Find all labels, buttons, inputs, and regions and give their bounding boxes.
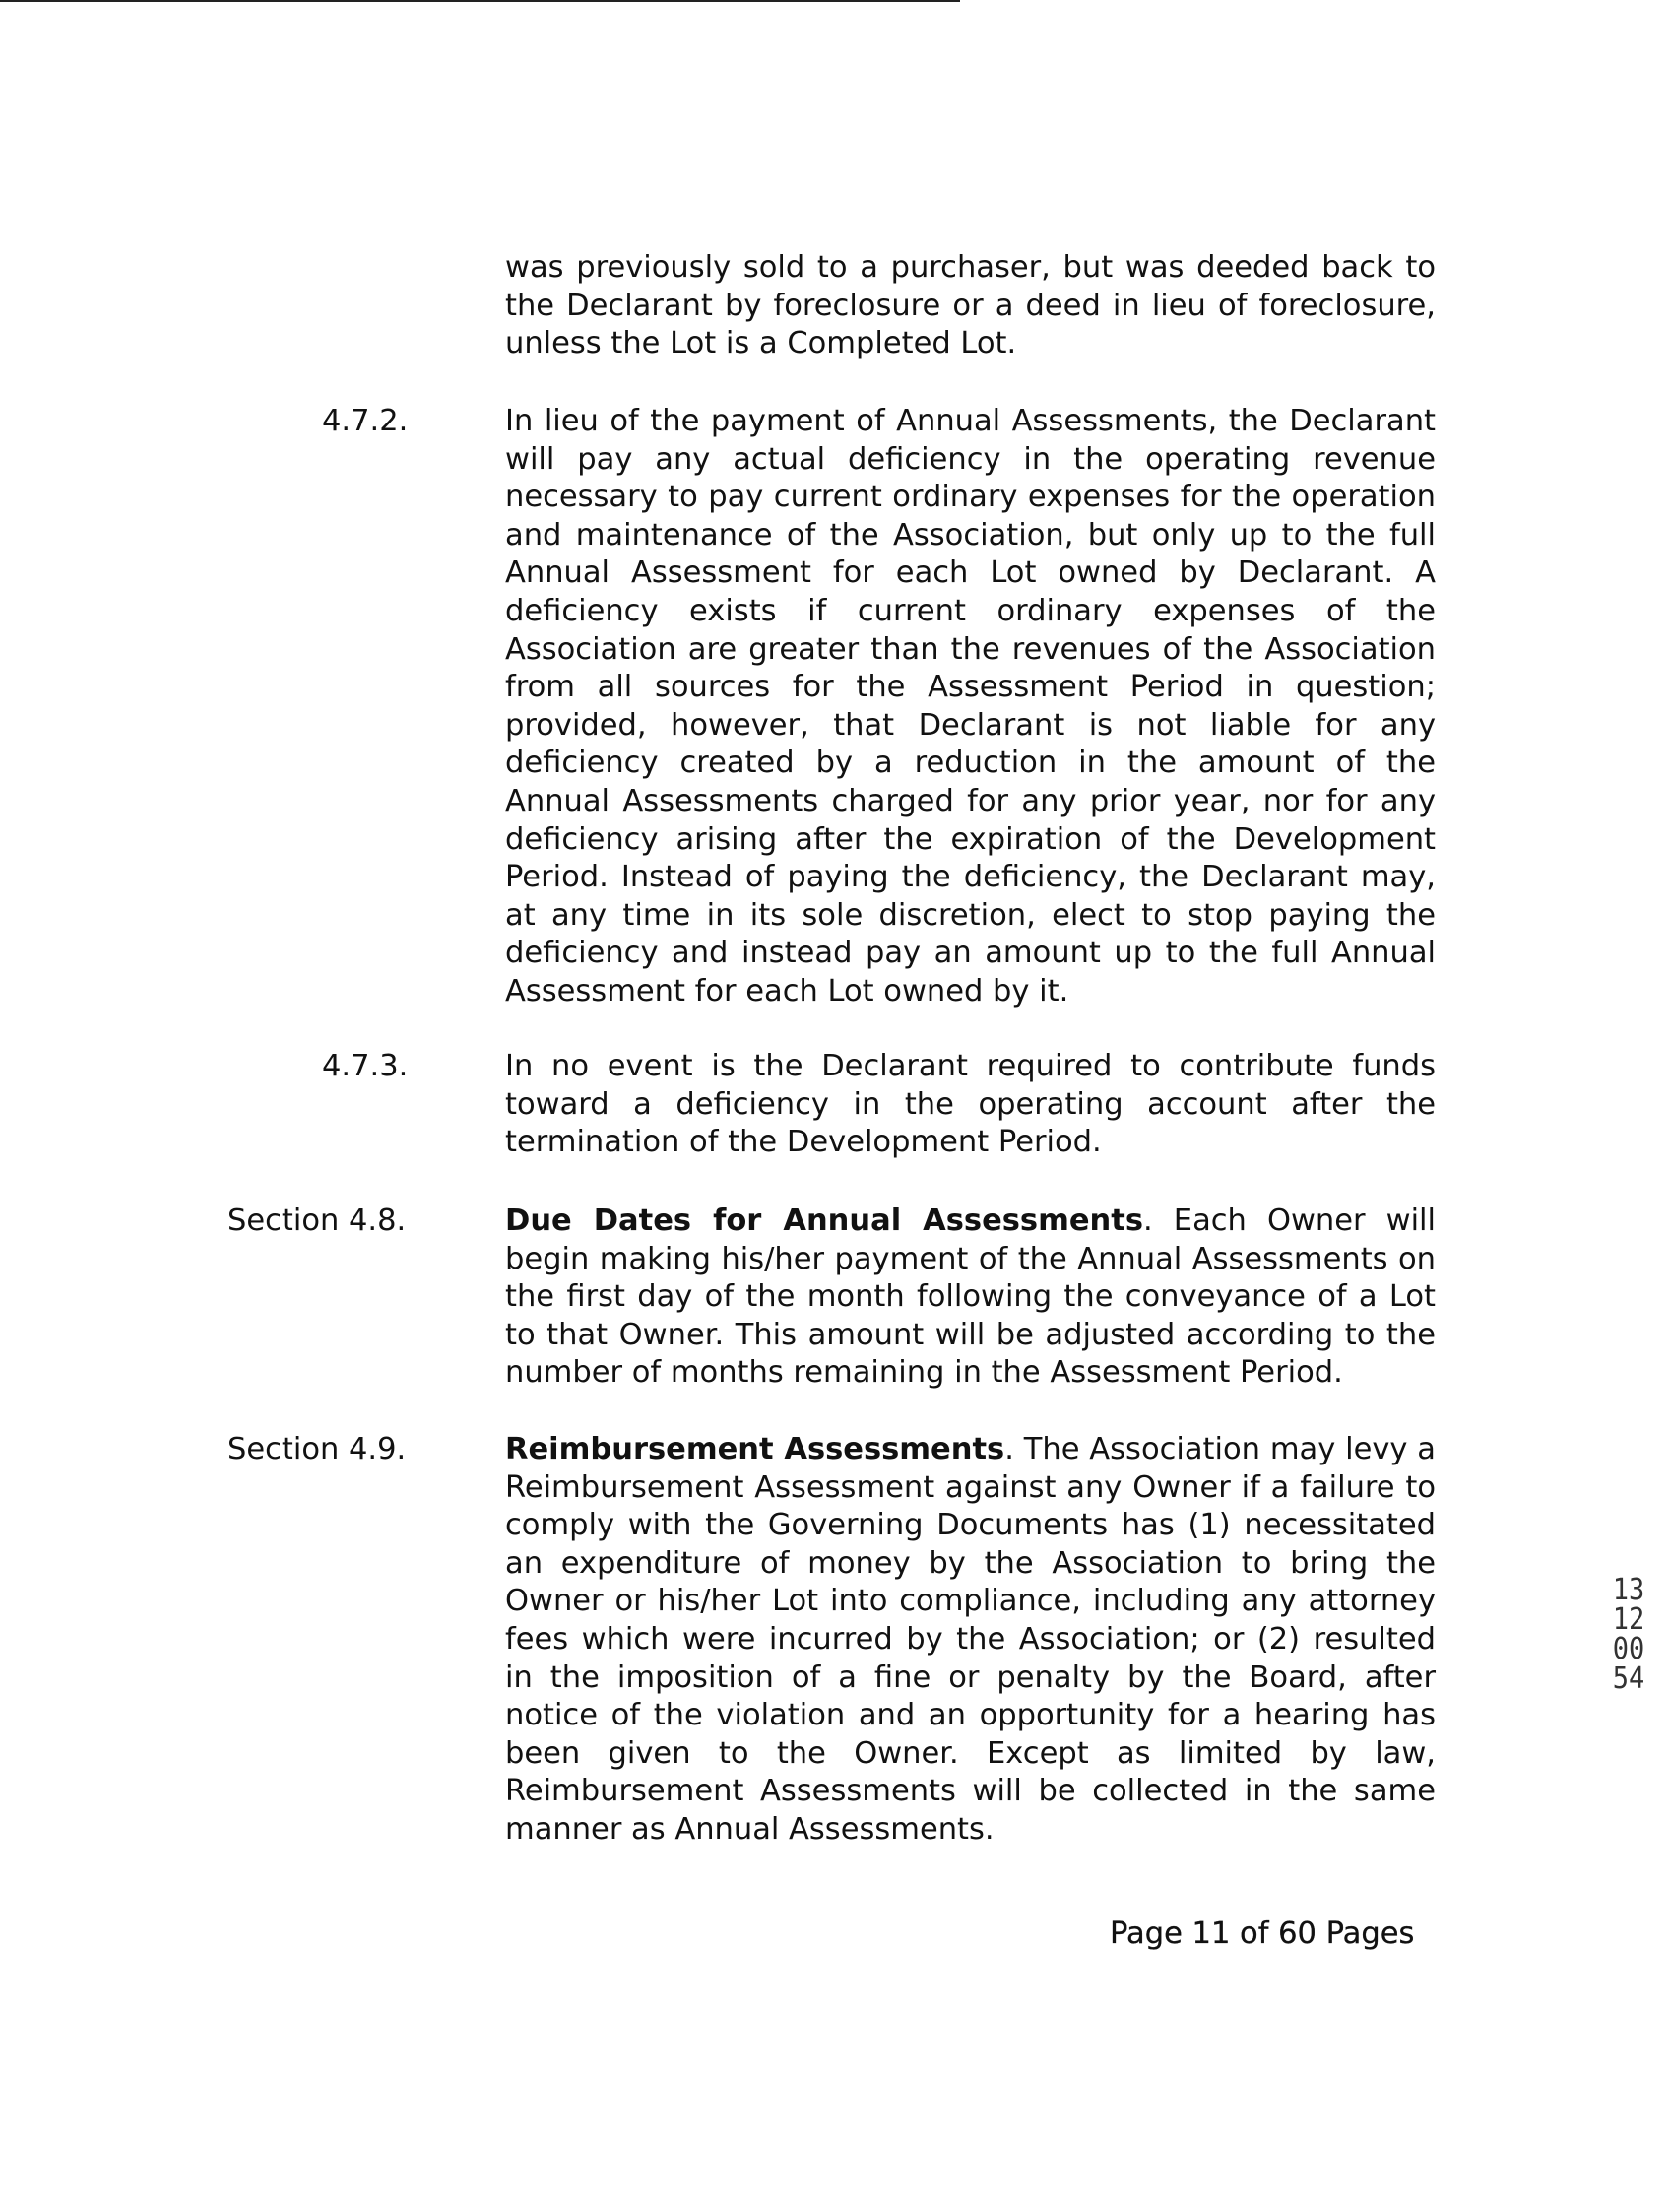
- section-number-4-8: Section 4.8.: [227, 1204, 407, 1238]
- continuation-paragraph: was previously sold to a purchaser, but was deeded back to the Declarant by foreclosure or a deed in lieu of foreclosure, unless the Lot is a Completed Lot.: [505, 250, 1436, 361]
- section-number-4-9: Section 4.9.: [227, 1432, 407, 1466]
- paragraph-number-4-7-3: 4.7.3.: [322, 1049, 409, 1083]
- recording-stamp: 13120054: [1612, 1573, 1645, 1696]
- section-4-8-body: [505, 1203, 1436, 1393]
- section-4-8-heading: Due Dates for Annual Assessments: [505, 1204, 1143, 1238]
- paragraph-4-7-2-text: In lieu of the payment of Annual Assessments, the Declarant will pay any actual deficiency in the operating revenue necessary to pay current ordinary expenses for the operation and maintenance of the Association, but only up to the full Annual Assessment for each Lot owned by Declarant. A deficiency exists if current ordinary expenses of the Association are greater than the revenues of the Association from all sources for the Assessment Period in question; provided, however, that Declarant is not liable for any deficiency created by a reduction in the amount of the Annual Assessments charged for any prior year, nor for any deficiency arising after the expiration of the Development Period. Instead of paying the deficiency, the Declarant may, at any time in its sole discretion, elect to stop paying the deficiency and instead pay an amount up to the full Annual Assessment for each Lot owned by it.: [505, 404, 1436, 1008]
- section-4-8-text: Each Owner will begin making his/her payment of the Annual Assessments on the first day of the month following the conveyance of a Lot to that Owner. This amount will be adjusted according to the number of months remaining in the Assessment Period.: [505, 1204, 1437, 1391]
- section-4-9-body: [505, 1431, 1436, 1850]
- section-4-9-heading: Reimbursement Assessments: [505, 1432, 1005, 1466]
- top-border-line: [0, 0, 960, 2]
- section-4-8-heading-period: .: [1143, 1204, 1174, 1238]
- paragraph-4-7-3-text: In no event is the Declarant required to contribute funds toward a deficiency in the operating account after the termination of the Development Period.: [505, 1049, 1436, 1160]
- paragraph-number-4-7-2: 4.7.2.: [322, 404, 409, 438]
- page-footer: Page 11 of 60 Pages: [1110, 1917, 1415, 1951]
- section-4-9-text: The Association may levy a Reimbursement Assessment against any Owner if a failure to comply with the Governing Documents has (1) necessitated an expenditure of money by the Association to bring the Owner or his/her Lot into compliance, including any attorney fees which were incurred by the Association; or (2) resulted in the imposition of a fine or penalty by the Board, after notice of the violation and an opportunity for a hearing has been given to the Owner. Except as limited by law, Reimbursement Assessments will be collected in the same manner as Annual Assessments.: [505, 1432, 1436, 1847]
- section-4-9-heading-period: .: [1004, 1432, 1024, 1466]
